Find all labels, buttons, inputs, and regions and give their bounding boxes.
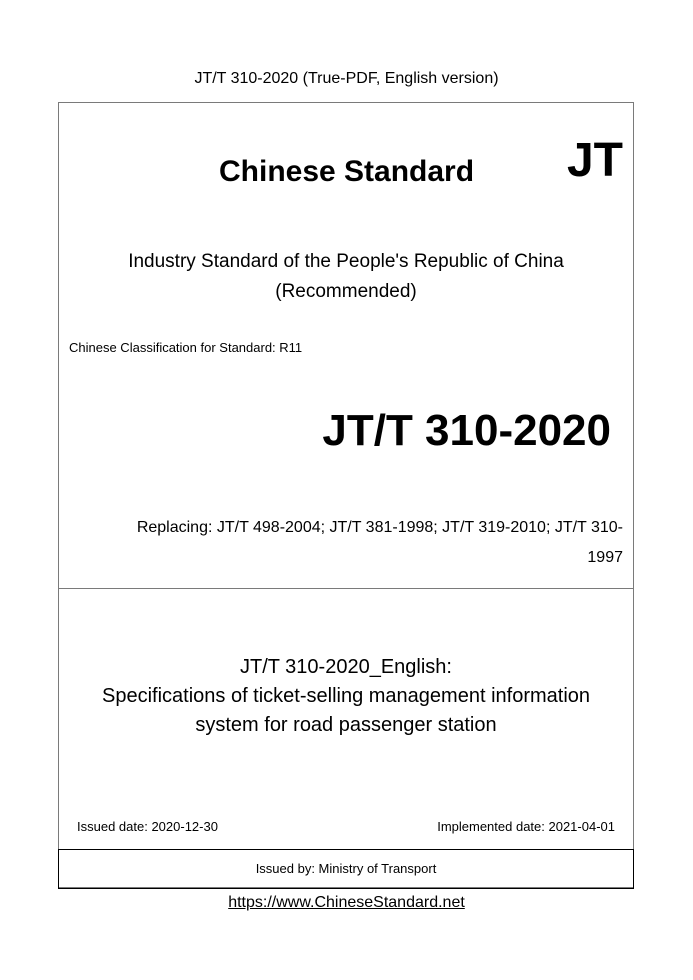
issued-date: Issued date: 2020-12-30 [77,819,218,834]
replacing-line-2: 1997 [587,549,623,566]
issued-by-label: Issued by: Ministry of Transport [255,861,437,876]
brand-code: JT [566,134,623,187]
cover-frame [58,102,634,888]
page-header-title: JT/T 310-2020 (True-PDF, English version) [194,70,499,87]
document-title-line-1: JT/T 310-2020_English: [240,656,452,678]
classification-label: Chinese Classification for Standard: R11 [69,340,303,355]
issuer-box [58,849,634,889]
footer [0,894,693,912]
section-divider [59,588,633,589]
document-title-line-2: Specifications of ticket-selling management information [101,685,591,707]
cover-top-section [59,103,633,588]
industry-line-2: (Recommended) [275,281,417,302]
industry-standard-heading [59,247,633,307]
document-title-line-3: system for road passenger station [195,714,497,736]
website-link[interactable]: https://www.ChineseStandard.net [228,894,465,911]
standard-number: JT/T 310-2020 [322,406,611,455]
replacing-info [83,513,623,573]
industry-line-1: Industry Standard of the People's Republic of China [128,251,564,272]
implemented-date: Implemented date: 2021-04-01 [437,819,615,834]
replacing-line-1: Replacing: JT/T 498-2004; JT/T 381-1998; JT/T 319-2010; JT/T 310- [136,519,623,536]
brand-title: Chinese Standard [219,155,475,188]
document-title [59,653,633,740]
